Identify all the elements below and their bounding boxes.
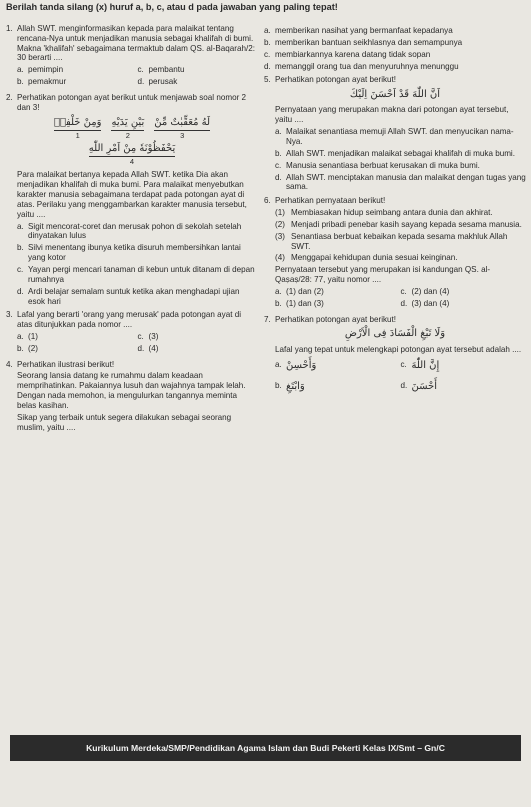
question-number: 4. — [6, 359, 13, 369]
option-c[interactable]: c. Manusia senantiasa berbuat kerusakan di muka bumi. — [275, 160, 480, 170]
option-c[interactable]: c. pembantu — [137, 65, 185, 75]
question-4-options — [264, 26, 526, 71]
statement-2: (2) Menjadi pribadi penebar kasih sayang kepada sesama manusia. — [275, 219, 522, 229]
question-stem: Perhatikan ilustrasi berikut! — [17, 359, 115, 369]
question-number: 3. — [6, 310, 13, 320]
option-d[interactable]: d. أَحْسَنَ — [400, 380, 437, 392]
question-stem: Perhatikan potongan ayat berikut untuk menjawab soal nomor 2 dan 3! — [17, 92, 247, 112]
illustration-text: Seorang lansia datang ke rumahmu dalam keadaan memprihatinkan. Pakaiannya lusuh dan wajahnya tampak lelah. Dengan nada memohon, ia mengulurkan tangannya meminta belas kasihan. — [17, 371, 246, 411]
question-number: 6. — [264, 196, 271, 206]
question-4 — [6, 360, 258, 433]
option-c[interactable]: c. Yayan pergi mencari tanaman di kebun untuk ditanam di depan rumahnya — [17, 264, 255, 284]
statement-list — [264, 208, 526, 263]
footer-bar: Kurikulum Merdeka/SMP/Pendidikan Agama Islam dan Budi Pekerti Kelas IX/Smt – Gn/C — [10, 735, 521, 761]
instruction-header: Berilah tanda silang (x) huruf a, b, c, atau d pada jawaban yang paling tepat! — [6, 2, 338, 12]
question-stem: Perhatikan potongan ayat berikut! — [275, 75, 397, 85]
question-number: 7. — [264, 314, 271, 324]
option-a[interactable]: a. pemimpin — [17, 65, 64, 75]
options-grid — [6, 65, 258, 89]
question-6 — [264, 196, 526, 310]
options-grid — [6, 332, 258, 356]
option-b[interactable]: b. Silvi menentang ibunya ketika disuruh membersihkan lantai yang kotor — [17, 243, 241, 263]
option-b[interactable]: b. Allah SWT. menjadikan malaikat sebagai khalifah di muka bumi. — [275, 148, 515, 158]
question-stem-continued: Para malaikat bertanya kepada Allah SWT. ketika Dia akan menjadikan khalifah di muka bumi. Para malaikat menyebutkan karakter manusia sebagaimana terdapat pada potongan ayat di atas. Perilaku yang menggambarkan karakter manusia tersebut, yaitu .... — [17, 170, 247, 219]
option-c[interactable]: c. membiarkannya karena datang tidak sopan — [264, 49, 431, 59]
option-a[interactable]: a. Malaikat senantiasa memuji Allah SWT. dan menyucikan nama-Nya. — [275, 127, 514, 146]
option-d[interactable]: d. (3) dan (4) — [400, 298, 450, 308]
ayah-segment-2: بَيْنِ يَدَيْهِ 2 — [111, 116, 145, 140]
option-c[interactable]: c. (3) — [137, 332, 159, 341]
ayah-segment-4: يَحْفَظُوْنَهٗ مِنْ اَمْرِ اللّٰهِ 4 — [88, 142, 176, 167]
ayah-row — [6, 117, 258, 140]
ayah-row-2 — [6, 143, 258, 166]
options-grid — [264, 287, 526, 311]
statement-4: (4) Menggapai kehidupan dunia sesuai keinginan. — [275, 253, 458, 263]
option-a[interactable]: a. (1) — [17, 332, 38, 341]
option-b[interactable]: b. pemakmur — [17, 77, 67, 87]
ayah-segment-3: لَهُ مُعَقِّبٰتٌ مِّنْ 3 — [154, 116, 211, 140]
option-d[interactable]: d. perusak — [137, 77, 178, 87]
option-a[interactable]: a. (1) dan (2) — [275, 286, 324, 296]
option-d[interactable]: d. Ardi belajar semalam suntuk ketika akan menghadapi ujian esok hari — [17, 286, 240, 306]
question-prompt: Pernyataan tersebut yang merupakan isi kandungan QS. al-Qaṣaṣ/28: 77, yaitu nomor .... — [275, 265, 491, 285]
options-list — [264, 26, 526, 71]
arabic-verse: وَلَا تَبْغِ الْفَسَادَ فِى الْاَرْضِ — [344, 328, 446, 340]
arabic-verse-block — [6, 117, 258, 167]
question-5 — [264, 75, 526, 192]
option-c[interactable]: c. (2) dan (4) — [400, 286, 450, 296]
question-prompt: Sikap yang terbaik untuk segera dilakukan sebagai seorang muslim, yaitu .... — [17, 412, 232, 432]
statement-3: (3) Senantiasa berbuat kebaikan kepada sesama makhluk Allah SWT. — [275, 231, 508, 251]
question-prompt: Lafal yang tepat untuk melengkapi potongan ayat tersebut adalah .... — [275, 344, 522, 354]
option-b[interactable]: b. (2) — [17, 343, 38, 353]
options-grid — [264, 360, 526, 394]
question-number: 5. — [264, 75, 271, 85]
question-number: 1. — [6, 24, 13, 33]
question-3 — [6, 310, 258, 355]
question-1 — [6, 24, 258, 89]
question-2 — [6, 93, 258, 306]
option-b[interactable]: b. memberikan bantuan seikhlasnya dan semampunya — [264, 37, 463, 47]
question-stem: Perhatikan pernyataan berikut! — [275, 196, 386, 206]
option-a[interactable]: a. Sigit mencorat-coret dan merusak pohon di sekolah setelah dinyatakan lulus — [17, 221, 242, 241]
option-b[interactable]: b. وَابْتَغِ — [275, 380, 305, 392]
option-b[interactable]: b. (1) dan (3) — [275, 298, 324, 308]
options-list — [264, 127, 526, 192]
left-column — [6, 24, 258, 437]
question-stem: Allah SWT. menginformasikan kepada para malaikat tentang rencana-Nya untuk menjadikan manusia sebagai khalifah di bumi. Makna 'khalifah' sebagaimana termaktub dalam QS. al-Baqarah/2: 30 berarti .... — [17, 23, 255, 63]
statement-1: (1) Membiasakan hidup seimbang antara dunia dan akhirat. — [275, 207, 493, 217]
question-stem: Perhatikan potongan ayat berikut! — [275, 314, 397, 324]
question-prompt: Pernyataan yang merupakan makna dari potongan ayat tersebut, yaitu .... — [275, 105, 509, 125]
question-stem: Lafal yang berarti 'orang yang merusak' pada potongan ayat di atas ditunjukkan pada nomor .... — [17, 310, 242, 330]
question-7 — [264, 315, 526, 395]
options-list — [6, 222, 258, 307]
question-number: 2. — [6, 93, 13, 103]
option-a[interactable]: a. memberikan nasihat yang bermanfaat kepadanya — [264, 26, 453, 35]
option-d[interactable]: d. (4) — [137, 343, 159, 353]
option-a[interactable]: a. وَأَحْسِنْ — [275, 360, 317, 372]
right-column — [264, 24, 526, 399]
arabic-verse: اَنَّ اللّٰهَ قَدْ اَحْسَنَ اِلَيْكَ — [349, 89, 441, 101]
option-d[interactable]: d. memanggil orang tua dan menyuruhnya menunggu — [264, 61, 459, 71]
option-d[interactable]: d. Allah SWT. menciptakan manusia dan malaikat dengan tugas yang sama. — [275, 172, 526, 192]
ayah-segment-1: وَمِنْ خَلْفِهٖ 1 — [53, 116, 102, 140]
option-c[interactable]: c. إِنَّ اللّٰهَ — [400, 360, 440, 372]
